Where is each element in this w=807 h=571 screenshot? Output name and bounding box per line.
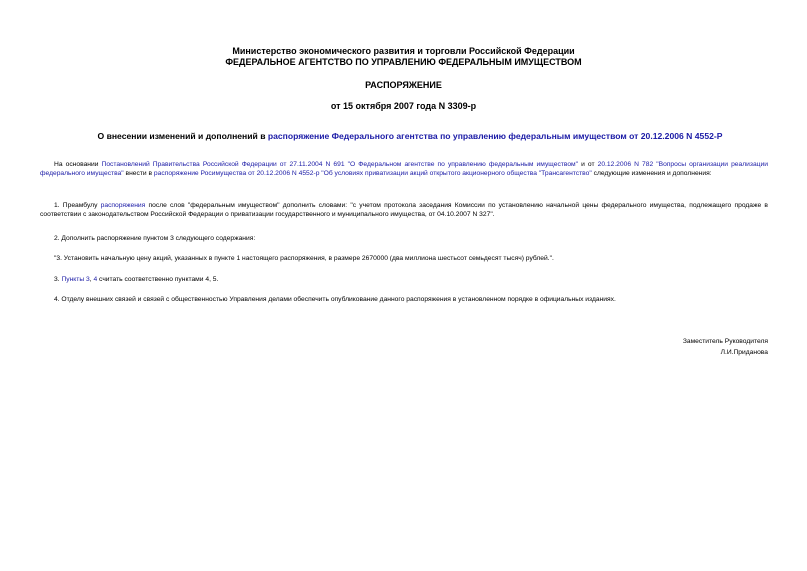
item-3-link-point-3[interactable]: Пункты 3 <box>61 276 90 283</box>
item-2-quote-paragraph: "3. Установить начальную цену акций, указанных в пункте 1 настоящего распоряжения, в размере 2670000 (два миллиона шестьсот семьдесят тысяч) рублей.". <box>54 255 554 262</box>
item-1-text-2: после слов "федеральным имуществом" дополнить словами: "с учетом протокола заседания Комиссии по установлению начальной цены федерального имущества, подлежащего продаже в соответствии с законодательством Российской Федерации о приватизации государственного и муниципального имущества, от 04.10.2007 N 327". <box>40 202 768 219</box>
signature-name: Л.И.Приданова <box>720 348 768 356</box>
item-3-text-3: считать соответственно пунктами 4, 5. <box>97 276 219 283</box>
signature-block <box>683 337 768 358</box>
document-date-number: от 15 октября 2007 года N 3309-р <box>330 101 477 111</box>
item-3-link-point-4[interactable]: 4 <box>93 276 98 283</box>
preamble-text-3: внести в <box>123 170 154 178</box>
item-3-text-2: , <box>89 276 94 283</box>
item-2-paragraph: 2. Дополнить распоряжение пунктом 3 следующего содержания: <box>54 235 256 242</box>
agency-name: ФЕДЕРАЛЬНОЕ АГЕНТСТВО ПО УПРАВЛЕНИЮ ФЕДЕРАЛЬНЫМ ИМУЩЕСТВОМ <box>225 57 582 67</box>
item-1-link-order[interactable]: распоряжения <box>100 202 146 209</box>
title-prefix: О внесении изменений и дополнений в <box>97 131 268 141</box>
ministry-name: Министерство экономического развития и торговли Российской Федерации <box>232 46 575 56</box>
signature-position: Заместитель Руководителя <box>682 338 768 345</box>
preamble-link-order-4552[interactable]: распоряжение Росимущества от 20.12.2006 N 4552-р "Об условиях приватизации акций открытого акционерного общества "Трансагентство" <box>153 170 592 178</box>
item-3-text-1: 3. <box>54 276 62 283</box>
item-1-text-1: 1. Преамбулу <box>54 202 101 209</box>
item-1-paragraph <box>40 201 768 220</box>
preamble-paragraph <box>40 160 768 179</box>
item-3-paragraph <box>40 275 768 284</box>
item-4-paragraph: 4. Отделу внешних связей и связей с общественностью Управления делами обеспечить опубликование данного распоряжения в установленном порядке в официальных изданиях. <box>54 296 616 303</box>
preamble-text-2: и от <box>578 161 598 168</box>
preamble-text-1: На основании <box>54 161 102 168</box>
preamble-link-decree-691[interactable]: Постановлений Правительства Российской Федерации от 27.11.2004 N 691 "О Федеральном агентстве по управлению федеральным имуществом" <box>101 161 579 168</box>
title-link[interactable]: распоряжение Федерального агентства по управлению федеральным имуществом от 20.12.2006 N 4552-Р <box>267 131 723 141</box>
preamble-link-decree-782[interactable]: 20.12.2006 N 782 "Вопросы организации реализации федерального имущества" <box>40 161 768 178</box>
preamble-text-4: следующие изменения и дополнения: <box>591 170 712 178</box>
document-title <box>60 131 760 142</box>
document-type: РАСПОРЯЖЕНИЕ <box>365 80 442 90</box>
